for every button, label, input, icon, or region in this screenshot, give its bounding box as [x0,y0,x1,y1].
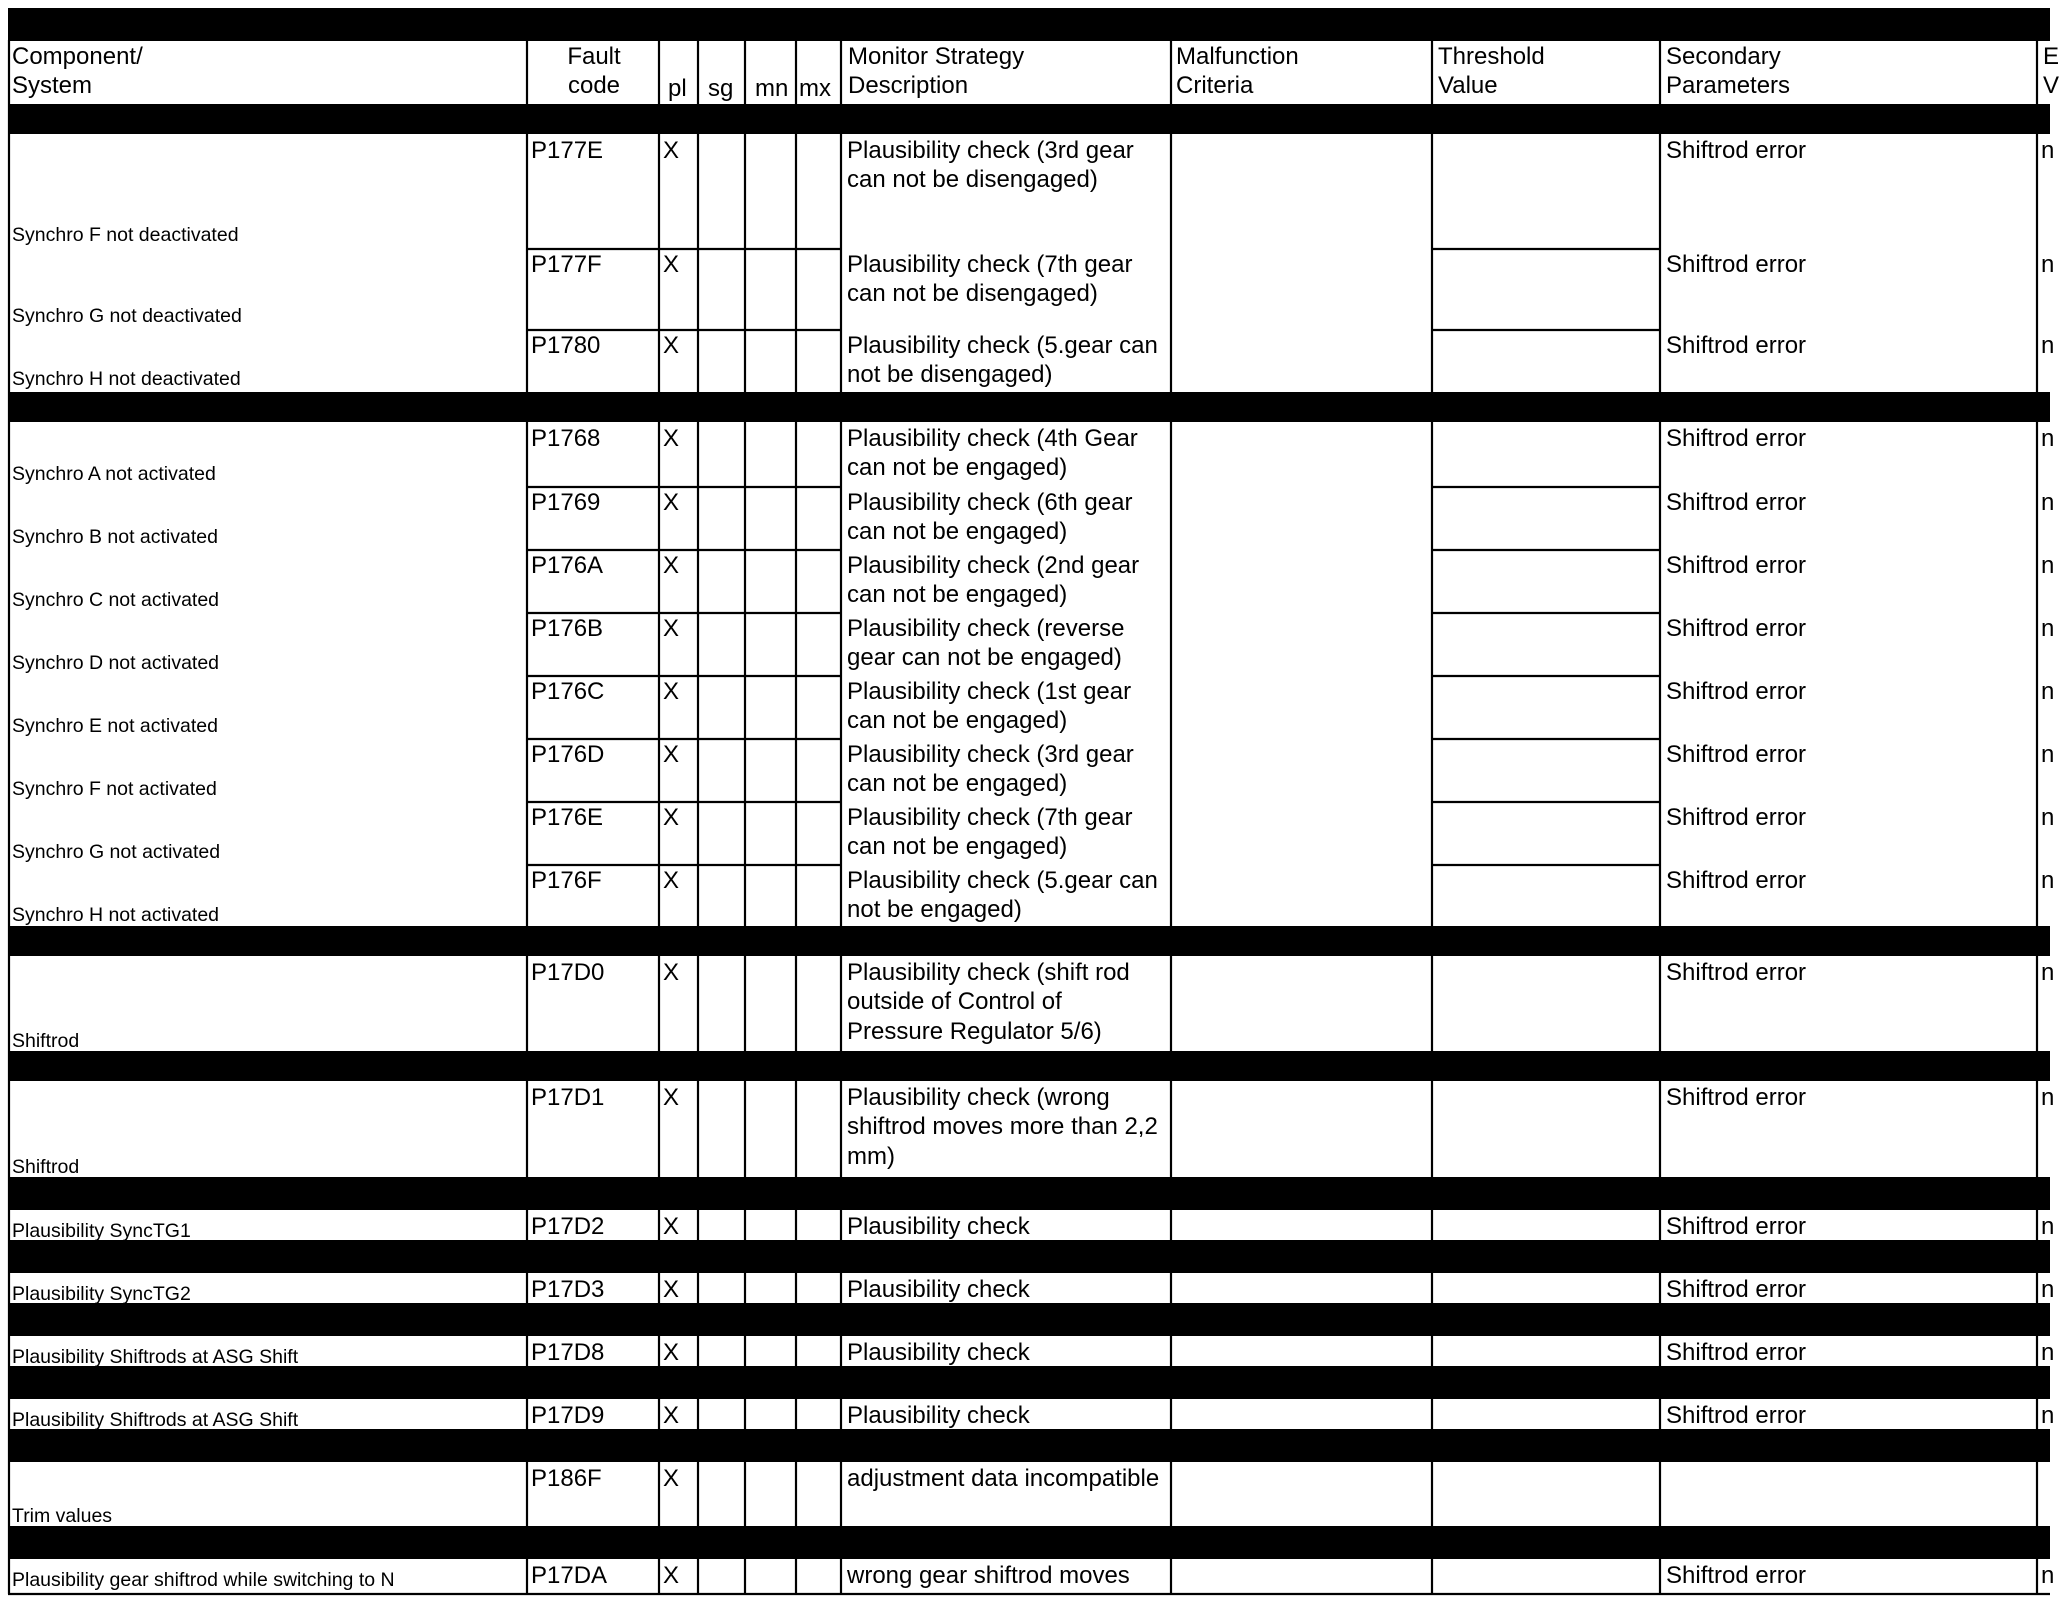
section1-row-secondary-parameter: Shiftrod error [1666,251,1807,278]
section2-row-fault-code: P176A [531,552,604,579]
section2-row-pl-mark: X [663,804,680,831]
section2-row-fault-code: P176C [531,678,605,705]
section2-row-enable-condition: n [2041,678,2055,705]
section2-row-fault-code: P176D [531,741,605,768]
section5-component: Plausibility SyncTG1 [12,1220,191,1242]
section6-row-monitor-description: Plausibility check [847,1276,1030,1303]
section2-row-monitor-description: Plausibility check (3rd gear can not be engaged) [847,741,1134,798]
section2-row-monitor-description: Plausibility check (reverse gear can not be engaged) [847,615,1125,672]
section2-row-pl-mark: X [663,552,680,579]
section7-row-pl-mark: X [663,1339,680,1366]
section8-component: Plausibility Shiftrods at ASG Shift [12,1409,299,1431]
section2-row-secondary-parameter: Shiftrod error [1666,552,1807,579]
section2-row-monitor-description: Plausibility check (6th gear can not be engaged) [847,489,1133,546]
section2-row-fault-code: P176F [531,867,602,894]
section2-row-secondary-parameter: Shiftrod error [1666,425,1807,452]
section2-component: Synchro F not activated [12,778,217,800]
section2-row-monitor-description: Plausibility check (7th gear can not be engaged) [847,804,1133,861]
section9-row-pl-mark: X [663,1465,680,1492]
section2-row-fault-code: P176B [531,615,604,642]
section2-row-secondary-parameter: Shiftrod error [1666,867,1807,894]
section10-row-pl-mark: X [663,1562,680,1589]
section2-row-enable-condition: n [2041,489,2055,516]
header-secondary-parameters: Secondary Parameters [1666,43,1791,100]
section2-row-pl-mark: X [663,489,680,516]
section2-row-monitor-description: Plausibility check (4th Gear can not be engaged) [847,425,1138,482]
section3-row-secondary-parameter: Shiftrod error [1666,959,1807,986]
header-malfunction-criteria: Malfunction Criteria [1176,43,1299,100]
section5-row-enable-condition: n [2041,1213,2055,1240]
section2-row-fault-code: P176E [531,804,604,831]
section10-row-secondary-parameter: Shiftrod error [1666,1562,1807,1589]
section4-row-enable-condition: n [2041,1084,2055,1111]
section2-row-enable-condition: n [2041,867,2055,894]
section2-component: Synchro D not activated [12,652,220,674]
section1-row-pl-mark: X [663,137,680,164]
section1-row-secondary-parameter: Shiftrod error [1666,332,1807,359]
section1-component: Synchro H not deactivated [12,368,241,390]
section2-row-enable-condition: n [2041,552,2055,579]
section2-component: Synchro C not activated [12,589,220,611]
section7-row-fault-code: P17D8 [531,1339,605,1366]
section3-row-enable-condition: n [2041,959,2055,986]
section2-row-fault-code: P1768 [531,425,601,452]
section8-row-secondary-parameter: Shiftrod error [1666,1402,1807,1429]
section1-row-monitor-description: Plausibility check (7th gear can not be disengaged) [847,251,1133,308]
section7-row-enable-condition: n [2041,1339,2055,1366]
section2-component: Synchro H not activated [12,904,220,926]
section10-row-fault-code: P17DA [531,1562,608,1589]
section2-row-pl-mark: X [663,678,680,705]
section2-row-pl-mark: X [663,741,680,768]
section5-row-fault-code: P17D2 [531,1213,605,1240]
section6-row-enable-condition: n [2041,1276,2055,1303]
section3-row-pl-mark: X [663,959,680,986]
section4-row-secondary-parameter: Shiftrod error [1666,1084,1807,1111]
section4-row-monitor-description: Plausibility check (wrong shiftrod moves more than 2,2 mm) [847,1084,1158,1170]
section2-row-fault-code: P1769 [531,489,601,516]
header-threshold-value: Threshold Value [1438,43,1545,100]
section6-component: Plausibility SyncTG2 [12,1283,191,1305]
section1-row-fault-code: P1780 [531,332,601,359]
section2-row-enable-condition: n [2041,615,2055,642]
section1-row-pl-mark: X [663,251,680,278]
section1-row-pl-mark: X [663,332,680,359]
section1-component: Synchro G not deactivated [12,305,242,327]
section1-row-enable-condition: n [2041,137,2055,164]
section2-row-secondary-parameter: Shiftrod error [1666,678,1807,705]
section2-row-enable-condition: n [2041,804,2055,831]
section2-row-pl-mark: X [663,867,680,894]
section1-row-monitor-description: Plausibility check (3rd gear can not be disengaged) [847,137,1134,194]
header-pl: pl [668,75,687,102]
section4-component: Shiftrod [12,1156,80,1178]
section2-component: Synchro B not activated [12,526,218,548]
section10-row-enable-condition: n [2041,1562,2055,1589]
section8-row-fault-code: P17D9 [531,1402,605,1429]
section1-row-enable-condition: n [2041,251,2055,278]
section2-row-enable-condition: n [2041,425,2055,452]
section2-row-pl-mark: X [663,615,680,642]
section4-row-fault-code: P17D1 [531,1084,605,1111]
section9-component: Trim values [12,1505,113,1527]
section9-row-fault-code: P186F [531,1465,602,1492]
section7-row-monitor-description: Plausibility check [847,1339,1030,1366]
section9-row-monitor-description: adjustment data incompatible [847,1465,1160,1492]
section2-row-pl-mark: X [663,425,680,452]
header-component: Component/ System [12,43,143,100]
header-monitor-strategy: Monitor Strategy Description [848,43,1025,100]
section2-row-secondary-parameter: Shiftrod error [1666,741,1807,768]
section2-component: Synchro G not activated [12,841,221,863]
header-mn: mn [755,75,789,102]
section7-row-secondary-parameter: Shiftrod error [1666,1339,1807,1366]
section1-row-secondary-parameter: Shiftrod error [1666,137,1807,164]
header-enable-conditions: E V [2043,43,2059,100]
section2-row-monitor-description: Plausibility check (1st gear can not be engaged) [847,678,1132,735]
section7-component: Plausibility Shiftrods at ASG Shift [12,1346,299,1368]
section5-row-pl-mark: X [663,1213,680,1240]
header-sg: sg [708,75,734,102]
section2-component: Synchro E not activated [12,715,218,737]
section6-row-fault-code: P17D3 [531,1276,605,1303]
section1-row-monitor-description: Plausibility check (5.gear can not be disengaged) [847,332,1158,389]
section3-component: Shiftrod [12,1030,80,1052]
section2-row-secondary-parameter: Shiftrod error [1666,804,1807,831]
section1-row-fault-code: P177E [531,137,604,164]
header-mx: mx [799,75,831,102]
section4-row-pl-mark: X [663,1084,680,1111]
section2-row-secondary-parameter: Shiftrod error [1666,615,1807,642]
section2-row-monitor-description: Plausibility check (5.gear can not be engaged) [847,867,1158,924]
section5-row-secondary-parameter: Shiftrod error [1666,1213,1807,1240]
section1-component: Synchro F not deactivated [12,224,239,246]
section2-component: Synchro A not activated [12,463,216,485]
section2-row-enable-condition: n [2041,741,2055,768]
section10-row-monitor-description: wrong gear shiftrod moves [847,1562,1130,1589]
section5-row-monitor-description: Plausibility check [847,1213,1030,1240]
section2-row-monitor-description: Plausibility check (2nd gear can not be engaged) [847,552,1140,609]
section3-row-fault-code: P17D0 [531,959,605,986]
section6-row-secondary-parameter: Shiftrod error [1666,1276,1807,1303]
section3-row-monitor-description: Plausibility check (shift rod outside of Control of Pressure Regulator 5/6) [847,959,1130,1045]
section6-row-pl-mark: X [663,1276,680,1303]
section8-row-pl-mark: X [663,1402,680,1429]
section1-row-enable-condition: n [2041,332,2055,359]
section2-row-secondary-parameter: Shiftrod error [1666,489,1807,516]
section1-row-fault-code: P177F [531,251,602,278]
section8-row-enable-condition: n [2041,1402,2055,1429]
section10-component: Plausibility gear shiftrod while switching to N [12,1569,395,1591]
header-fault-code: Fault code [567,43,621,100]
section8-row-monitor-description: Plausibility check [847,1402,1030,1429]
